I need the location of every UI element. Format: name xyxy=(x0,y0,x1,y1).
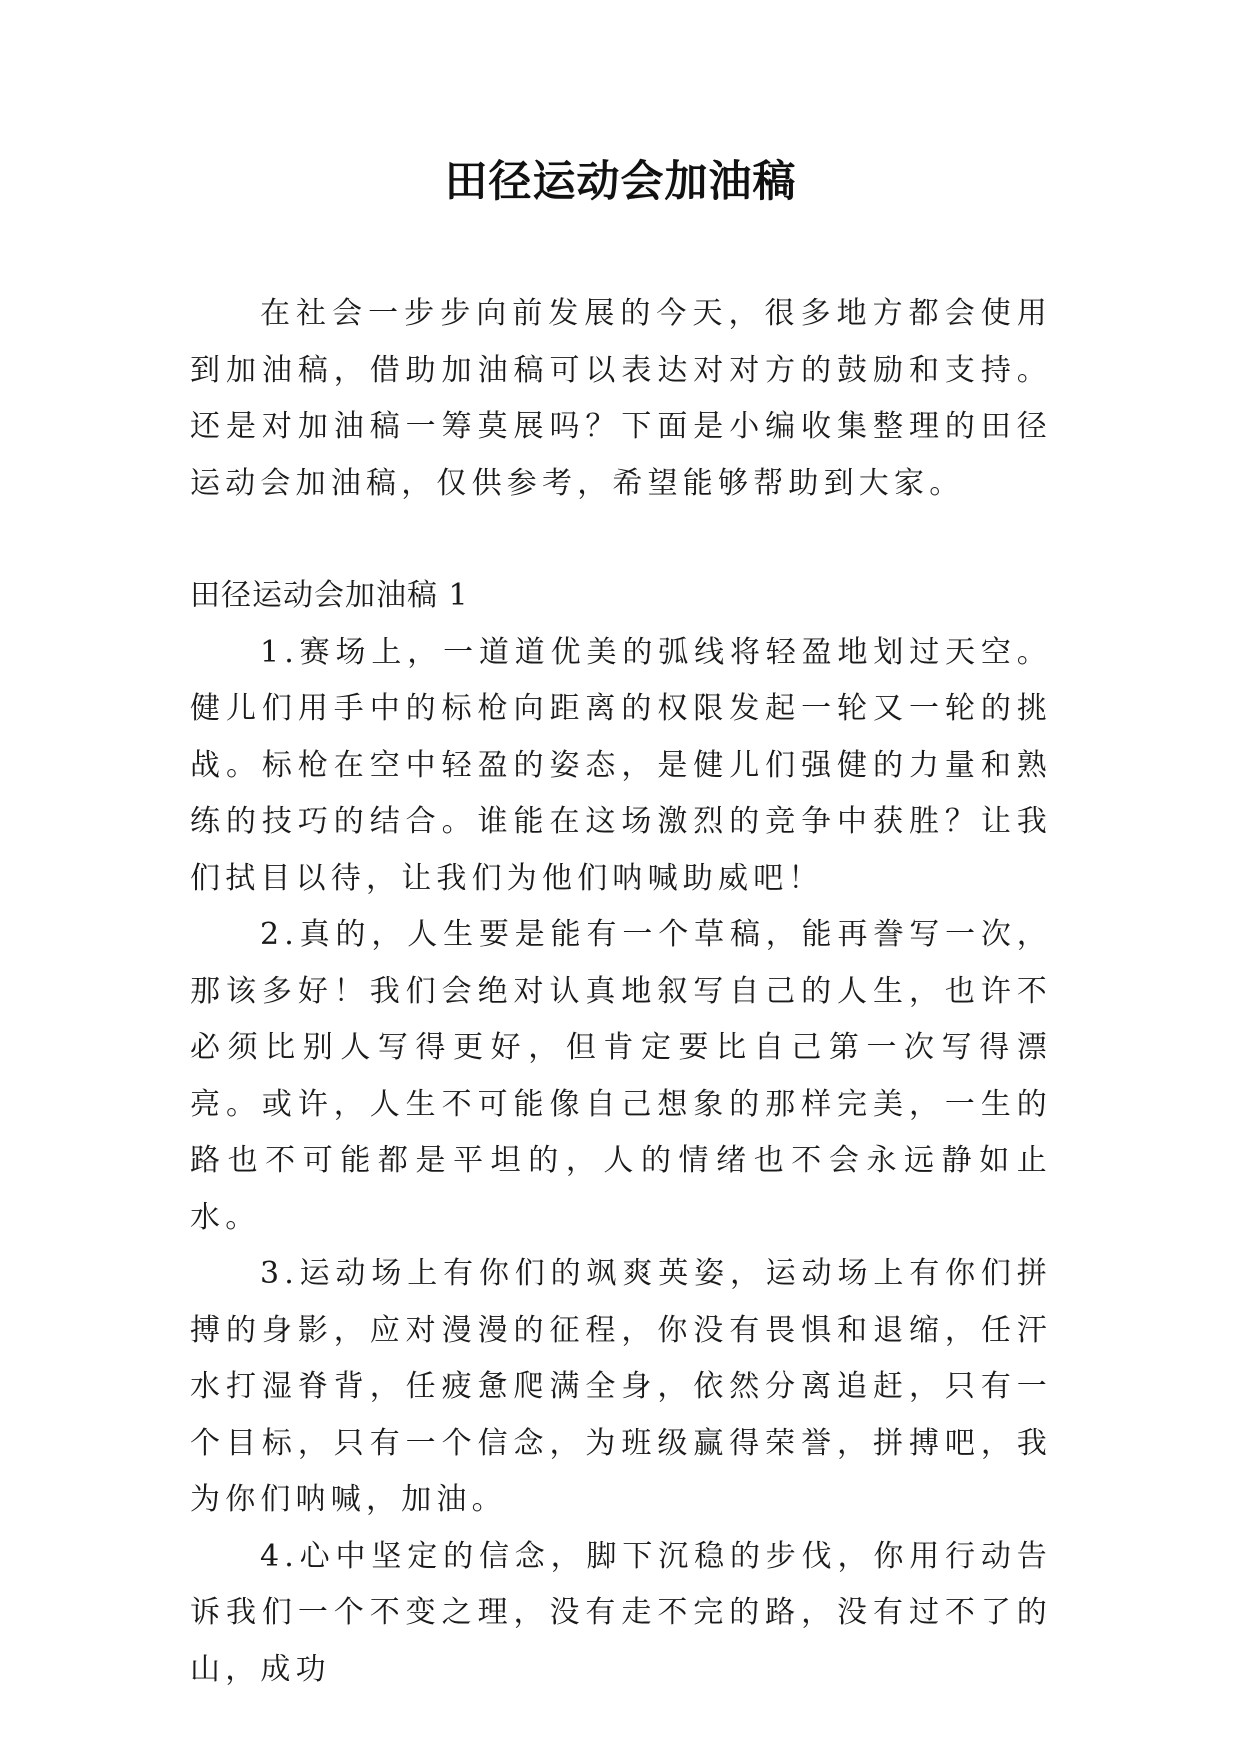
intro-paragraph: 在社会一步步向前发展的今天，很多地方都会使用到加油稿，借助加油稿可以表达对对方的鼓励和支持。还是对加油稿一筹莫展吗？下面是小编收集整理的田径运动会加油稿，仅供参考，希望能够帮助到大家。 xyxy=(190,296,1052,501)
list-item: 3.运动场上有你们的飒爽英姿，运动场上有你们拼搏的身影，应对漫漫的征程，你没有畏惧和退缩，任汗水打湿脊背，任疲惫爬满全身，依然分离追赶，只有一个目标，只有一个信念，为班级赢得荣誉，拼搏吧，我为你们呐喊，加油。 xyxy=(190,1256,1052,1517)
section-heading: 田径运动会加油稿 1 xyxy=(190,578,469,613)
document-title: 田径运动会加油稿 xyxy=(444,157,797,207)
list-item: 4.心中坚定的信念，脚下沉稳的步伐，你用行动告诉我们一个不变之理，没有走不完的路，没有过不了的山，成功 xyxy=(190,1538,1052,1687)
list-item: 1.赛场上，一道道优美的弧线将轻盈地划过天空。健儿们用手中的标枪向距离的权限发起一轮又一轮的挑战。标枪在空中轻盈的姿态，是健儿们强健的力量和熟练的技巧的结合。谁能在这场激烈的竞争中获胜？让我们拭目以待，让我们为他们呐喊助威吧！ xyxy=(190,634,1052,896)
list-item: 2.真的，人生要是能有一个草稿，能再誊写一次，那该多好！我们会绝对认真地叙写自己的人生，也许不必须比别人写得更好，但肯定要比自己第一次写得漂亮。或许，人生不可能像自己想象的那样完美，一生的路也不可能都是平坦的，人的情绪也不会永远静如止水。 xyxy=(190,917,1052,1235)
document-body xyxy=(190,286,1052,1698)
